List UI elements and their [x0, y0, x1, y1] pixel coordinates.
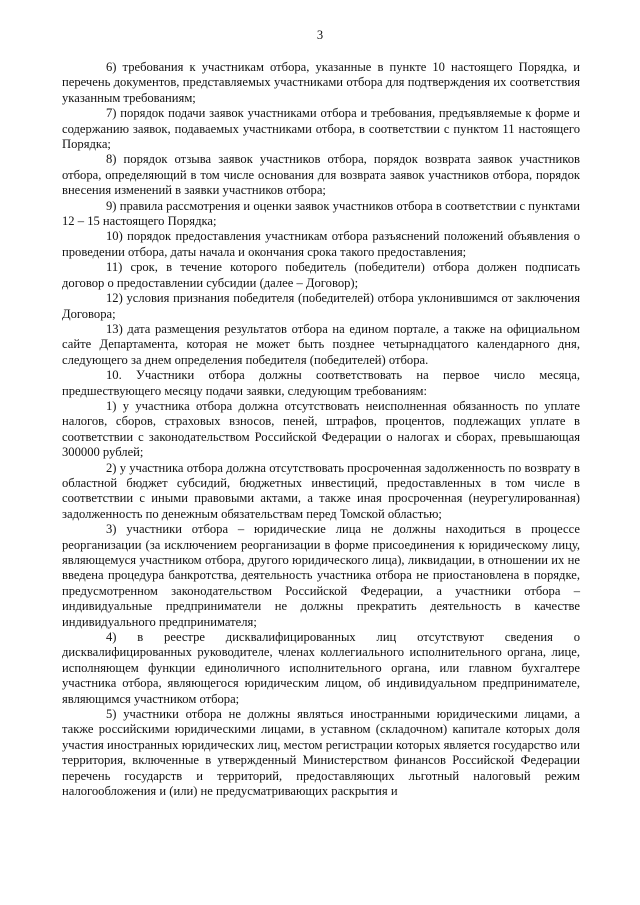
page-number: 3 [316, 28, 324, 42]
document-body [62, 60, 580, 800]
paragraph-item-10: 10) порядок предоставления участникам отбора разъяснений положений объявления о проведении отбора, даты начала и окончания срока такого предоставления; [62, 229, 580, 259]
requirement-item-1: 1) у участника отбора должна отсутствовать неисполненная обязанность по уплате налогов, сборов, страховых взносов, пеней, штрафов, процентов, подлежащих уплате в соответствии с законодательством Российской Федерации о налогах и сборах, превышающая 300000 рублей; [62, 398, 580, 460]
paragraph-item-7: 7) порядок подачи заявок участниками отбора и требования, предъявляемые к форме и содержанию заявок, подаваемых участниками отбора, в соответствии с пунктом 11 настоящего Порядка; [62, 106, 580, 152]
paragraph-item-13: 13) дата размещения результатов отбора на едином портале, а также на официальном сайте Департамента, которая не может быть позднее четырнадцатого календарного дня, следующего за днем определения победителя (победителей) отбора. [62, 321, 580, 367]
paragraph-item-6: 6) требования к участникам отбора, указанные в пункте 10 настоящего Порядка, и перечень документов, представляемых участниками отбора для подтверждения их соответствия указанным требованиям; [62, 60, 580, 105]
paragraph-item-12: 12) условия признания победителя (победителей) отбора уклонившимся от заключения Договора; [62, 291, 580, 321]
paragraph-item-11: 11) срок, в течение которого победитель (победители) отбора должен подписать договор о предоставлении субсидии (далее – Договор); [62, 260, 580, 290]
requirement-item-5: 5) участники отбора не должны являться иностранными юридическими лицами, а также российскими юридическими лицами, в уставном (складочном) капитале которых доля участия иностранных юридических лиц, местом регистрации которых является государство или территория, включенные в утвержденный Министерством финансов Российской Федерации перечень государств и территорий, предоставляющих льготный налоговый режим налогообложения и (или) не предусматривающих раскрытия и [62, 707, 580, 799]
paragraph-item-8: 8) порядок отзыва заявок участников отбора, порядок возврата заявок участников отбора, определяющий в том числе основания для возврата заявок участников отбора, порядок внесения изменений в заявки участников отбора; [62, 152, 580, 198]
requirement-item-2: 2) у участника отбора должна отсутствовать просроченная задолженность по возврату в областной бюджет субсидий, бюджетных инвестиций, предоставленных в том числе в соответствии с иными правовыми актами, а также иная просроченная (неурегулированная) задолженность по денежным обязательствам перед Томской областью; [62, 460, 580, 521]
requirement-item-4: 4) в реестре дисквалифицированных лиц отсутствуют сведения о дисквалифицированных руководителе, членах коллегиального исполнительного органа, лице, исполняющем функции единоличного исполнительного органа, или главном бухгалтере участника отбора, являющегося юридическим лицом, об индивидуальном предпринимателе, являющимся участником отбора; [62, 630, 580, 706]
requirement-item-3: 3) участники отбора – юридические лица не должны находиться в процессе реорганизации (за исключением реорганизации в форме присоединения к юридическому лицу, являющемуся участником отбора, другого юридического лица), ликвидации, в отношении их не введена процедура банкротства, деятельность участника отбора не приостановлена в порядке, предусмотренном законодательством Российской Федерации, а участники отбора – индивидуальные предприниматели не должны прекратить деятельность в качестве индивидуального предпринимателя; [62, 522, 580, 629]
paragraph-clause-10: 10. Участники отбора должны соответствовать на первое число месяца, предшествующего месяцу подачи заявки, следующим требованиям: [62, 368, 580, 398]
paragraph-item-9: 9) правила рассмотрения и оценки заявок участников отбора в соответствии с пунктами 12 – 15 настоящего Порядка; [62, 198, 580, 229]
